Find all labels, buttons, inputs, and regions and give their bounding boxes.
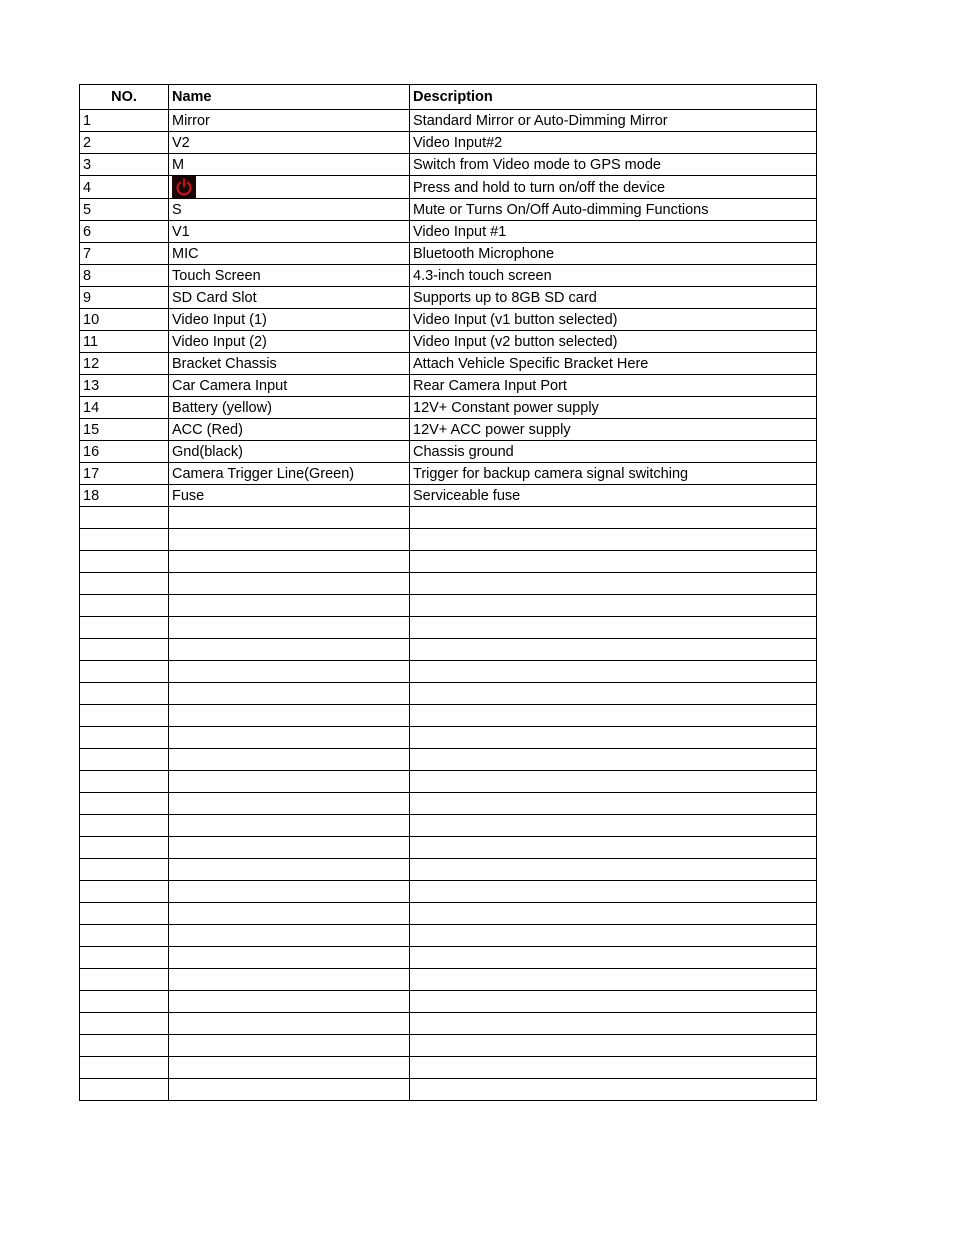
- cell-no: 18: [80, 485, 169, 507]
- cell-name: Touch Screen: [169, 265, 410, 287]
- empty-cell: [80, 1035, 169, 1057]
- table-row: [80, 221, 817, 243]
- cell-name: M: [169, 154, 410, 176]
- empty-cell: [169, 771, 410, 793]
- empty-cell: [410, 881, 817, 903]
- cell-description: Video Input #1: [410, 221, 817, 243]
- cell-name: Video Input (2): [169, 331, 410, 353]
- empty-cell: [80, 749, 169, 771]
- cell-no: 1: [80, 110, 169, 132]
- empty-cell: [80, 1013, 169, 1035]
- empty-cell: [169, 925, 410, 947]
- cell-description: Switch from Video mode to GPS mode: [410, 154, 817, 176]
- empty-cell: [169, 683, 410, 705]
- empty-cell: [80, 529, 169, 551]
- cell-description: 12V+ ACC power supply: [410, 419, 817, 441]
- cell-no: 3: [80, 154, 169, 176]
- empty-cell: [80, 925, 169, 947]
- empty-cell: [169, 661, 410, 683]
- empty-cell: [410, 991, 817, 1013]
- cell-description: Mute or Turns On/Off Auto-dimming Functions: [410, 199, 817, 221]
- column-header-no: NO.: [80, 85, 169, 110]
- cell-description: Rear Camera Input Port: [410, 375, 817, 397]
- empty-cell: [80, 1057, 169, 1079]
- cell-description: Standard Mirror or Auto-Dimming Mirror: [410, 110, 817, 132]
- empty-cell: [410, 749, 817, 771]
- cell-no: 8: [80, 265, 169, 287]
- cell-description: Press and hold to turn on/off the device: [410, 176, 817, 199]
- empty-cell: [169, 573, 410, 595]
- cell-no: 4: [80, 176, 169, 199]
- empty-table-row: [80, 661, 817, 683]
- empty-table-row: [80, 683, 817, 705]
- cell-name: S: [169, 199, 410, 221]
- empty-table-row: [80, 815, 817, 837]
- cell-description: Supports up to 8GB SD card: [410, 287, 817, 309]
- table-row: [80, 485, 817, 507]
- cell-description: 4.3-inch touch screen: [410, 265, 817, 287]
- empty-table-row: [80, 749, 817, 771]
- cell-description: Trigger for backup camera signal switching: [410, 463, 817, 485]
- empty-cell: [169, 969, 410, 991]
- cell-name: SD Card Slot: [169, 287, 410, 309]
- cell-name: [169, 176, 410, 199]
- empty-cell: [410, 1035, 817, 1057]
- empty-cell: [410, 573, 817, 595]
- empty-cell: [80, 793, 169, 815]
- table-row: [80, 331, 817, 353]
- power-icon: [172, 176, 196, 198]
- empty-table-row: [80, 639, 817, 661]
- empty-cell: [169, 595, 410, 617]
- cell-name: Camera Trigger Line(Green): [169, 463, 410, 485]
- cell-no: 16: [80, 441, 169, 463]
- cell-description: Chassis ground: [410, 441, 817, 463]
- empty-table-row: [80, 771, 817, 793]
- table-row: [80, 419, 817, 441]
- empty-table-row: [80, 903, 817, 925]
- column-header-name: Name: [169, 85, 410, 110]
- empty-cell: [410, 1057, 817, 1079]
- empty-cell: [410, 617, 817, 639]
- cell-name: Bracket Chassis: [169, 353, 410, 375]
- cell-no: 5: [80, 199, 169, 221]
- empty-table-row: [80, 705, 817, 727]
- empty-table-row: [80, 969, 817, 991]
- empty-cell: [169, 793, 410, 815]
- table-row: [80, 199, 817, 221]
- empty-cell: [410, 859, 817, 881]
- empty-cell: [410, 639, 817, 661]
- empty-cell: [80, 617, 169, 639]
- empty-table-row: [80, 1035, 817, 1057]
- empty-cell: [169, 507, 410, 529]
- empty-table-row: [80, 507, 817, 529]
- cell-no: 10: [80, 309, 169, 331]
- empty-cell: [410, 661, 817, 683]
- empty-cell: [410, 727, 817, 749]
- cell-name: Mirror: [169, 110, 410, 132]
- empty-cell: [169, 705, 410, 727]
- cell-description: Attach Vehicle Specific Bracket Here: [410, 353, 817, 375]
- empty-cell: [410, 551, 817, 573]
- table-row: [80, 353, 817, 375]
- table-row: [80, 154, 817, 176]
- empty-table-row: [80, 1057, 817, 1079]
- empty-cell: [80, 991, 169, 1013]
- empty-cell: [410, 1079, 817, 1101]
- empty-cell: [169, 881, 410, 903]
- empty-cell: [80, 551, 169, 573]
- empty-table-row: [80, 1079, 817, 1101]
- empty-table-row: [80, 727, 817, 749]
- table-row: [80, 110, 817, 132]
- table-row: [80, 287, 817, 309]
- table-row: [80, 243, 817, 265]
- empty-cell: [80, 683, 169, 705]
- empty-table-row: [80, 1013, 817, 1035]
- table-row: [80, 132, 817, 154]
- empty-cell: [410, 815, 817, 837]
- empty-cell: [80, 837, 169, 859]
- cell-name: Video Input (1): [169, 309, 410, 331]
- cell-description: Video Input (v1 button selected): [410, 309, 817, 331]
- empty-cell: [169, 551, 410, 573]
- cell-description: Video Input (v2 button selected): [410, 331, 817, 353]
- empty-cell: [169, 1013, 410, 1035]
- cell-no: 2: [80, 132, 169, 154]
- table-row: [80, 176, 817, 199]
- empty-cell: [169, 529, 410, 551]
- cell-description: 12V+ Constant power supply: [410, 397, 817, 419]
- table-header-row: [80, 85, 817, 110]
- empty-cell: [80, 727, 169, 749]
- empty-table-row: [80, 529, 817, 551]
- cell-name: ACC (Red): [169, 419, 410, 441]
- empty-table-row: [80, 881, 817, 903]
- empty-cell: [169, 947, 410, 969]
- parts-table: [79, 84, 817, 1101]
- empty-table-row: [80, 595, 817, 617]
- empty-table-row: [80, 551, 817, 573]
- empty-cell: [80, 595, 169, 617]
- empty-cell: [169, 617, 410, 639]
- empty-cell: [80, 1079, 169, 1101]
- cell-no: 13: [80, 375, 169, 397]
- empty-cell: [80, 661, 169, 683]
- empty-cell: [169, 815, 410, 837]
- cell-no: 7: [80, 243, 169, 265]
- empty-cell: [410, 683, 817, 705]
- table-row: [80, 397, 817, 419]
- empty-cell: [410, 771, 817, 793]
- cell-no: 12: [80, 353, 169, 375]
- empty-cell: [169, 837, 410, 859]
- empty-cell: [410, 969, 817, 991]
- empty-cell: [169, 1035, 410, 1057]
- empty-cell: [80, 903, 169, 925]
- empty-cell: [169, 1079, 410, 1101]
- empty-cell: [80, 969, 169, 991]
- table-row: [80, 309, 817, 331]
- empty-table-row: [80, 925, 817, 947]
- empty-cell: [410, 903, 817, 925]
- cell-description: Bluetooth Microphone: [410, 243, 817, 265]
- empty-cell: [410, 1013, 817, 1035]
- empty-cell: [410, 925, 817, 947]
- cell-no: 11: [80, 331, 169, 353]
- empty-table-row: [80, 793, 817, 815]
- table-row: [80, 265, 817, 287]
- empty-table-row: [80, 859, 817, 881]
- cell-no: 15: [80, 419, 169, 441]
- cell-name: Gnd(black): [169, 441, 410, 463]
- empty-cell: [169, 727, 410, 749]
- empty-table-row: [80, 617, 817, 639]
- empty-table-row: [80, 837, 817, 859]
- cell-description: Serviceable fuse: [410, 485, 817, 507]
- cell-name: MIC: [169, 243, 410, 265]
- empty-cell: [410, 793, 817, 815]
- cell-name: Battery (yellow): [169, 397, 410, 419]
- empty-cell: [169, 991, 410, 1013]
- empty-cell: [169, 859, 410, 881]
- empty-table-row: [80, 947, 817, 969]
- empty-cell: [410, 529, 817, 551]
- cell-name: Fuse: [169, 485, 410, 507]
- empty-table-row: [80, 573, 817, 595]
- empty-cell: [80, 639, 169, 661]
- empty-cell: [169, 903, 410, 925]
- empty-cell: [169, 1057, 410, 1079]
- empty-cell: [169, 639, 410, 661]
- empty-cell: [80, 859, 169, 881]
- empty-cell: [410, 837, 817, 859]
- cell-no: 9: [80, 287, 169, 309]
- empty-cell: [410, 947, 817, 969]
- empty-cell: [80, 705, 169, 727]
- empty-cell: [410, 507, 817, 529]
- table-row: [80, 463, 817, 485]
- empty-cell: [80, 507, 169, 529]
- empty-cell: [80, 771, 169, 793]
- table-row: [80, 441, 817, 463]
- empty-cell: [80, 815, 169, 837]
- cell-name: V2: [169, 132, 410, 154]
- cell-description: Video Input#2: [410, 132, 817, 154]
- table-row: [80, 375, 817, 397]
- parts-table-container: [79, 84, 816, 1101]
- empty-cell: [80, 881, 169, 903]
- empty-cell: [169, 749, 410, 771]
- column-header-description: Description: [410, 85, 817, 110]
- empty-cell: [80, 573, 169, 595]
- cell-name: Car Camera Input: [169, 375, 410, 397]
- empty-cell: [410, 595, 817, 617]
- empty-cell: [80, 947, 169, 969]
- cell-no: 17: [80, 463, 169, 485]
- cell-name: V1: [169, 221, 410, 243]
- table-body: [80, 110, 817, 1101]
- cell-no: 14: [80, 397, 169, 419]
- empty-table-row: [80, 991, 817, 1013]
- empty-cell: [410, 705, 817, 727]
- cell-no: 6: [80, 221, 169, 243]
